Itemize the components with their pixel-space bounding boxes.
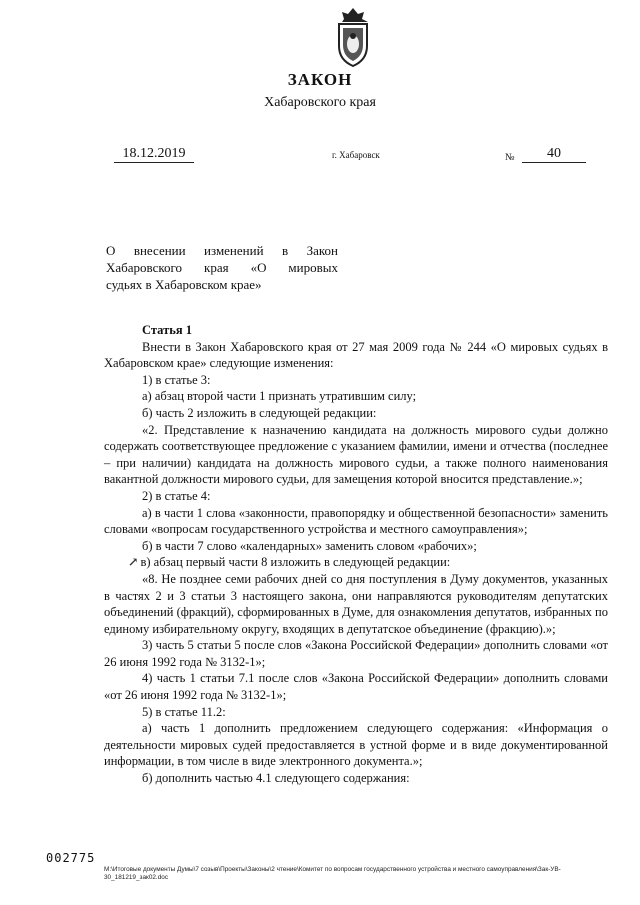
paragraph: 4) часть 1 статьи 7.1 после слов «Закона Российской Федерации» дополнить словами «от 26 июня 1992 года № 3132-1»;: [104, 671, 608, 703]
paragraph: б) дополнить частью 4.1 следующего содержания:: [142, 771, 410, 786]
paragraph-with-mark: ↗ в) абзац первый части 8 изложить в следующей редакции:: [128, 555, 451, 570]
document-date: 18.12.2019: [114, 146, 194, 163]
article-heading: Статья 1: [142, 323, 192, 337]
title-line-1: О внесении изменений в Закон: [106, 243, 338, 258]
paragraph: 1) в статье 3:: [142, 372, 211, 387]
paragraph: б) в части 7 слово «календарных» заменить словом «рабочих»;: [142, 538, 477, 553]
paragraph: а) в части 1 слова «законности, правопорядку и общественной безопасности» заменить словами «вопросам государственного устройства и местного самоуправления»;: [104, 505, 608, 537]
page-stamp-number: 002775: [46, 851, 96, 865]
handwritten-check-mark: ↗: [128, 555, 139, 570]
paragraph: «2. Представление к назначению кандидата на должность мирового судьи должно содержать соответствующее предложение с указанием фамилии, имени и отчества (последнее – при наличии) кандидата на должность мирового судьи, а также полного наименования вакантной должности мирового судьи, для замещения которой вносится представление.»;: [104, 422, 608, 487]
issuer-name: Хабаровского края: [264, 95, 376, 110]
title-line-2: Хабаровского края «О мировых: [106, 260, 338, 275]
coat-of-arms-icon: [334, 6, 372, 68]
document-type: ЗАКОН: [287, 70, 353, 89]
paragraph: б) часть 2 изложить в следующей редакции:: [142, 405, 377, 420]
paragraph: а) часть 1 дополнить предложением следующего содержания: «Информация о деятельности мировых судей предоставляется в устной форме и в виде документированной информации, в том числе в виде электронного документа.»;: [104, 721, 608, 769]
law-title: [106, 242, 338, 293]
paragraph: Внести в Закон Хабаровского края от 27 мая 2009 года № 244 «О мировых судьях в Хабаровском крае» следующие изменения:: [104, 339, 608, 371]
title-line-3: судьях в Хабаровском крае»: [106, 277, 262, 292]
paragraph: 5) в статье 11.2:: [142, 704, 226, 719]
document-place: г. Хабаровск: [332, 150, 380, 160]
paragraph: а) абзац второй части 1 признать утратившим силу;: [142, 389, 417, 404]
law-body: [104, 322, 608, 787]
paragraph: «8. Не позднее семи рабочих дней со дня поступления в Думу документов, указанных в частях 2 и 3 статьи 3 настоящего закона, они направляются руководителям депутатских объединений (фракций), сформированных в Думе, для ознакомления депутатов, избранных по единому избирательному округу, входящих в депутатское объединение (фракцию).»;: [104, 571, 608, 636]
number-sign: №: [505, 152, 515, 163]
paragraph: 2) в статье 4:: [142, 488, 211, 503]
file-path-footer: М:\Итоговые документы Думы\7 созыв\Проекты\Законы\2 чтение\Комитет по вопросам государственного устройства и местного самоуправления\Зак-УВ- 30_181219_зак02.doc: [104, 866, 561, 881]
paragraph: 3) часть 5 статьи 5 после слов «Закона Российской Федерации» дополнить словами «от 26 июня 1992 года № 3132-1»;: [104, 638, 608, 669]
document-number: 40: [522, 146, 586, 163]
